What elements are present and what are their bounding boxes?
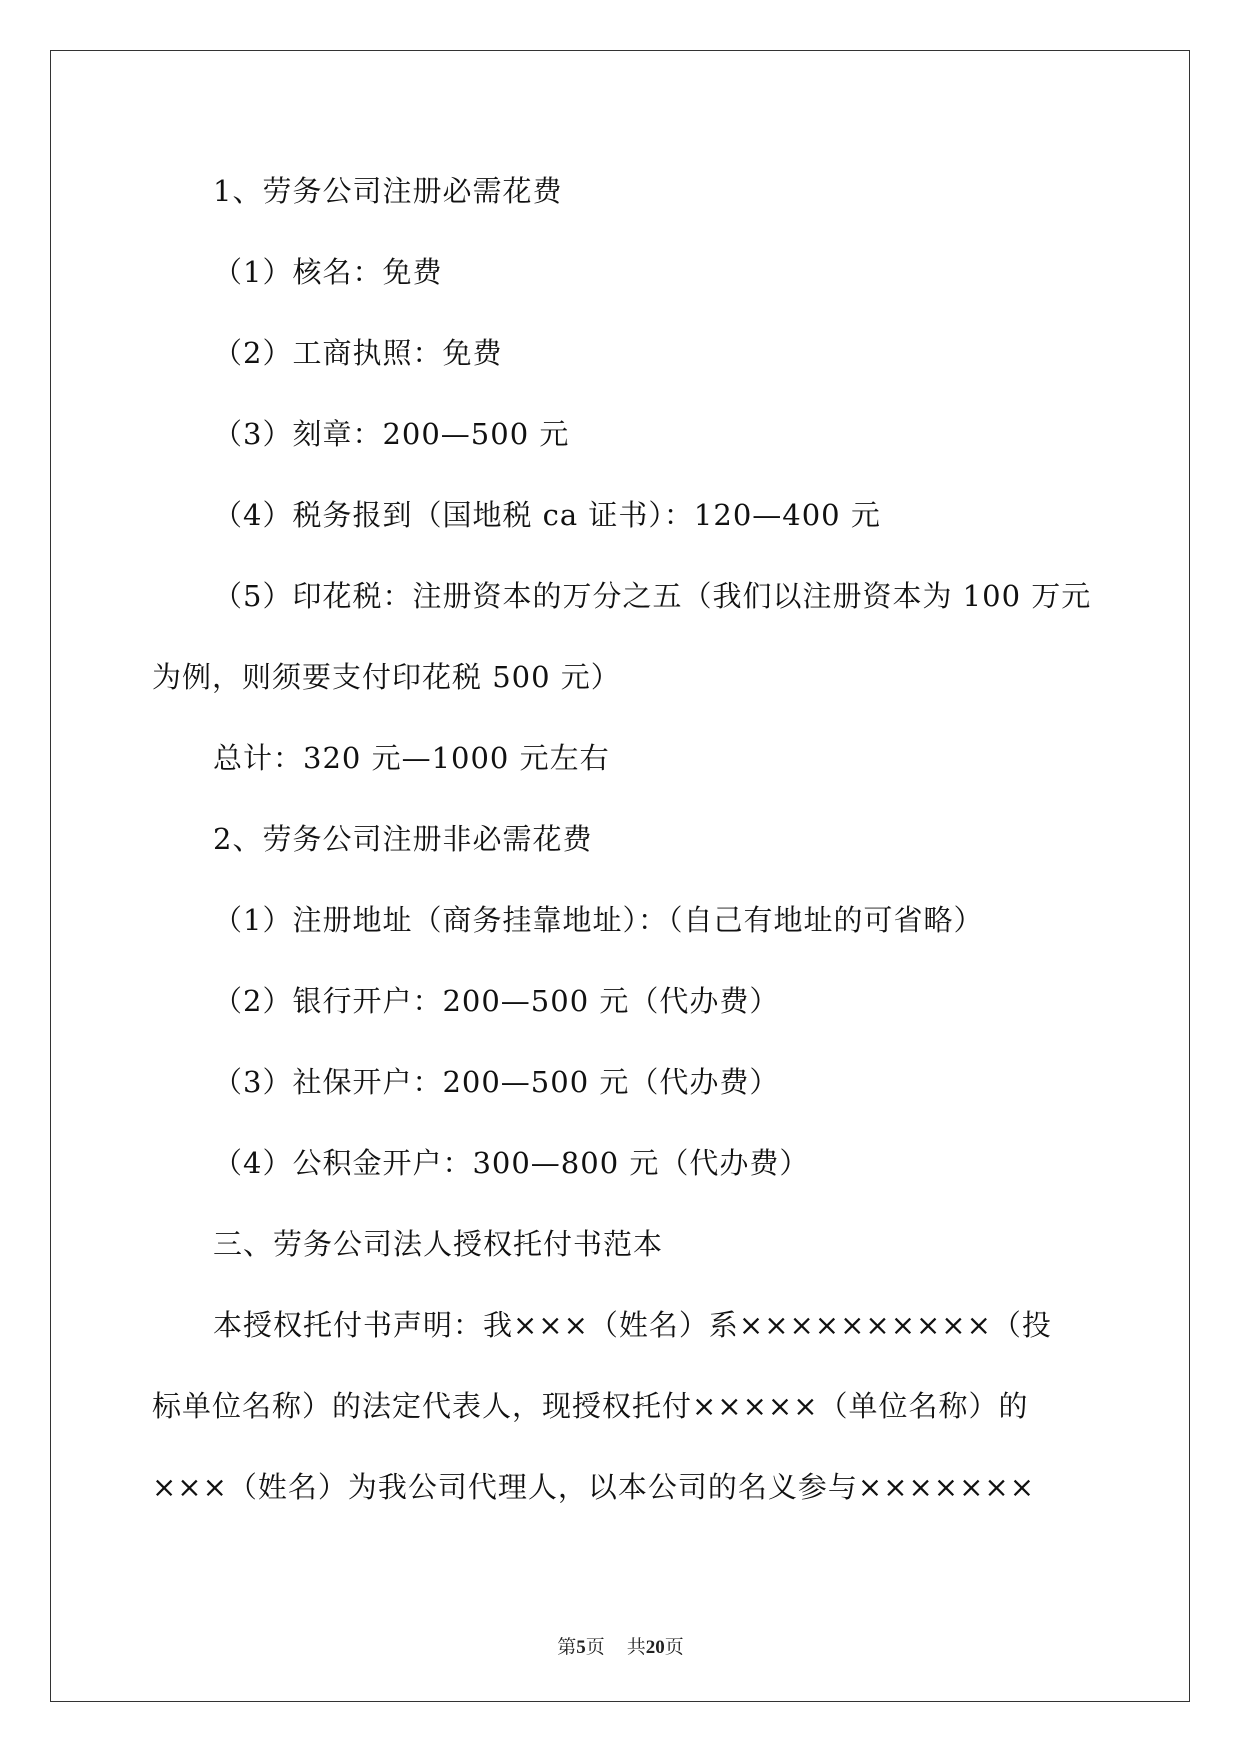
total-line: 总计：320 元—1000 元左右 — [213, 741, 610, 775]
list-item: （3）社保开户：200—500 元（代办费） — [213, 1065, 780, 1099]
footer-total-number: 20 — [645, 1637, 665, 1658]
list-item: （4）税务报到（国地税 ca 证书）：120—400 元 — [213, 498, 881, 532]
page-frame — [50, 50, 1190, 1702]
footer-total-suffix: 页 — [664, 1637, 684, 1658]
paragraph-line: 标单位名称）的法定代表人，现授权托付×××××（单位名称）的 — [152, 1389, 1029, 1423]
section-heading-required-fees: 1、劳务公司注册必需花费 — [213, 174, 563, 208]
paragraph-line: 本授权托付书声明：我×××（姓名）系××××××××××（投 — [213, 1308, 1052, 1342]
list-item-continuation: 为例，则须要支付印花税 500 元） — [152, 660, 621, 694]
footer-page-suffix: 页 — [585, 1637, 605, 1658]
list-item: （1）核名：免费 — [213, 255, 443, 289]
list-item: （2）工商执照：免费 — [213, 336, 503, 370]
section-heading-optional-fees: 2、劳务公司注册非必需花费 — [213, 822, 593, 856]
footer-total-prefix: 共 — [626, 1637, 646, 1658]
list-item: （1）注册地址（商务挂靠地址）：（自己有地址的可省略） — [213, 903, 984, 937]
footer-page-number: 5 — [576, 1637, 586, 1658]
list-item: （4）公积金开户：300—800 元（代办费） — [213, 1146, 810, 1180]
list-item: （2）银行开户：200—500 元（代办费） — [213, 984, 780, 1018]
list-item: （3）刻章：200—500 元 — [213, 417, 570, 451]
page-footer — [0, 1636, 1241, 1660]
list-item: （5）印花税：注册资本的万分之五（我们以注册资本为 100 万元 — [213, 579, 1092, 613]
paragraph-line: ×××（姓名）为我公司代理人，以本公司的名义参与××××××× — [152, 1470, 1035, 1504]
footer-page-prefix: 第 — [557, 1637, 577, 1658]
section-heading-authorization: 三、劳务公司法人授权托付书范本 — [213, 1227, 664, 1261]
